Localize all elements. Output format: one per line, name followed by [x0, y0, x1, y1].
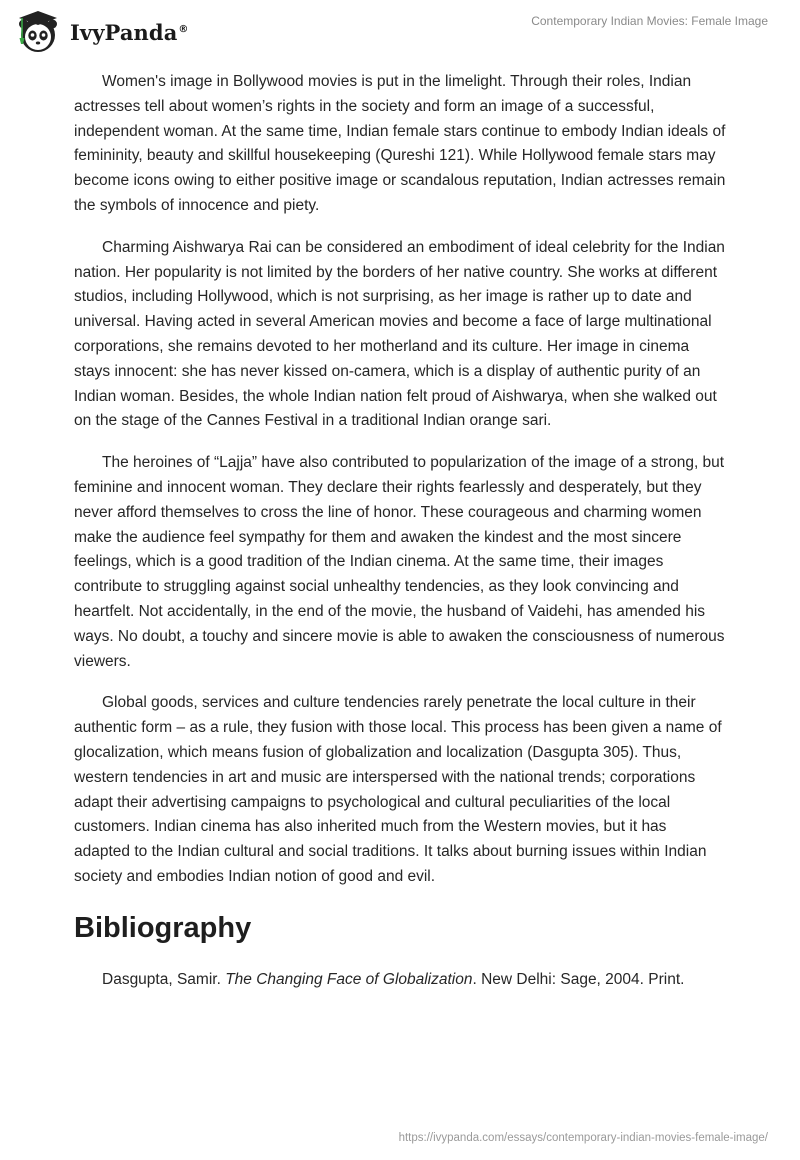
citation-title: The Changing Face of Globalization: [225, 970, 473, 988]
essay-body: [74, 70, 726, 1010]
bibliography-heading: Bibliography: [74, 911, 252, 944]
bibliography-entry: [74, 968, 726, 993]
registered-mark: ®: [178, 23, 189, 35]
essay-paragraph: Global goods, services and culture tendencies rarely penetrate the local culture in their authentic form – as a rule, they fusion with those local. This process has been given a name of glocalization, which means fusion of globalization and localization (Dasgupta 305). Thus, western tendencies in art and music are interspersed with the national trends; corporations adapt their advertising campaigns to psychological and cultural peculiarities of the local customers. Indian cinema has also inherited much from the Western movies, but it has adapted to the Indian cultural and social traditions. It talks about burning issues within Indian society and embodies Indian notion of good and evil.: [74, 694, 722, 885]
brand-name: [70, 20, 189, 45]
source-url[interactable]: https://ivypanda.com/essays/contemporary-indian-movies-female-image/: [398, 1132, 768, 1144]
essay-paragraph: Women's image in Bollywood movies is put in the limelight. Through their roles, Indian actresses tell about women’s rights in the society and form an image of a successful, independent woman. At the same time, Indian female stars continue to embody Indian ideals of femininity, beauty and skillful housekeeping (Qureshi 121). While Hollywood female stars may become icons owing to either positive image or scandalous reputation, Indian actresses remain the symbols of innocence and piety.: [74, 73, 726, 214]
page-header: [0, 0, 800, 64]
essay-paragraph: The heroines of “Lajja” have also contributed to popularization of the image of a strong, but feminine and innocent woman. They declare their rights fearlessly and desperately, but they never afford themselves to cross the line of honor. These courageous and charming women make the audience feel sympathy for them and awaken the kindest and the most sincere feelings, which is a good tradition of the Indian cinema. At the same time, their images contribute to struggling against social unhealthy tendencies, as they look convincing and heartfelt. Not accidentally, in the end of the movie, the husband of Vaidehi, has amended his ways. No doubt, a touchy and sincere movie is able to awaken the consciousness of numerous viewers.: [74, 454, 725, 670]
citation-author: Dasgupta, Samir.: [102, 970, 226, 988]
citation-details: . New Delhi: Sage, 2004. Print.: [472, 970, 685, 988]
essay-paragraph: Charming Aishwarya Rai can be considered an embodiment of ideal celebrity for the Indian nation. Her popularity is not limited by the borders of her native country. She works at different studios, including Hollywood, which is not surprising, as her image is rather up to date and universal. Having acted in several American movies and become a face of large multinational corporations, she remains devoted to her motherland and its culture. Her image in cinema stays innocent: she has never kissed on-camera, which is a display of authentic purity of an Indian woman. Besides, the whole Indian nation felt proud of Aishwarya, when she walked out on the stage of the Cannes Festival in a traditional Indian orange sari.: [74, 238, 725, 430]
ivypanda-logo[interactable]: [14, 8, 189, 56]
panda-graduate-icon: [14, 8, 62, 56]
document-title: Contemporary Indian Movies: Female Image: [531, 14, 768, 28]
brand-name-text: IvyPanda: [70, 19, 178, 45]
